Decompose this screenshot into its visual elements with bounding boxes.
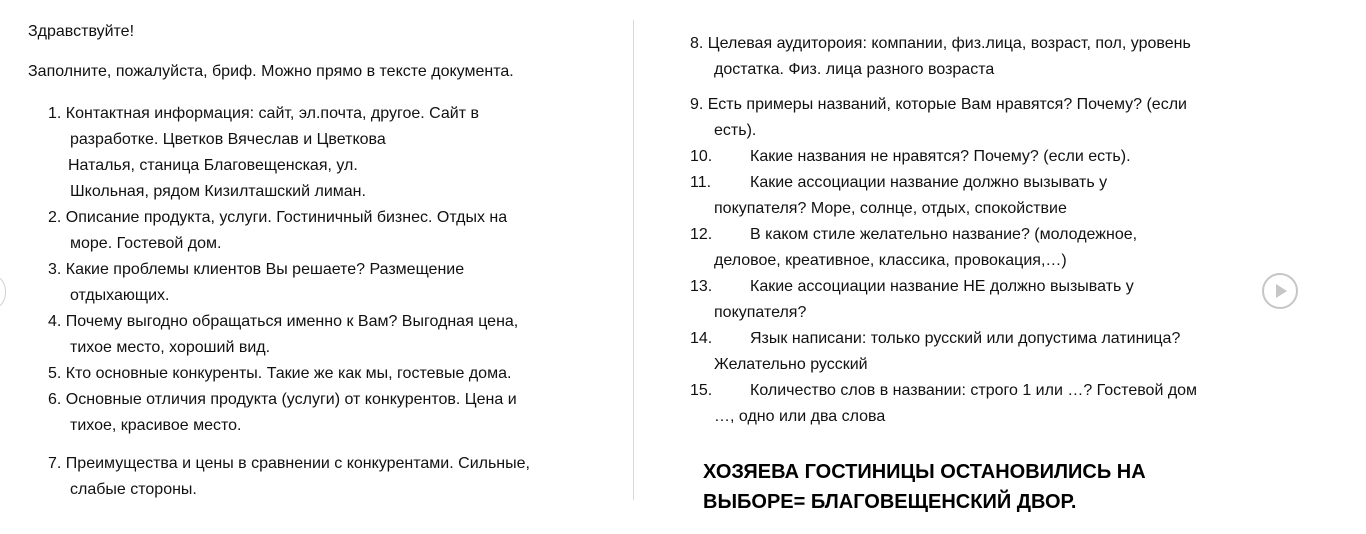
item-text: деловое, креативное, классика, провокация,…) (714, 252, 1067, 269)
final-note-line: ВЫБОРЕ= БЛАГОВЕЩЕНСКИЙ ДВОР. (703, 491, 1077, 513)
item-text: Какие названия не нравятся? Почему? (если есть). (750, 148, 1131, 165)
item-number: 12. (690, 226, 713, 243)
item-text: слабые стороны. (70, 481, 197, 498)
item-text: Контактная информация: сайт, эл.почта, другое. Сайт в (65, 105, 479, 122)
item-number: 15. (690, 382, 713, 399)
item-text: Наталья, станица Благовещенская, ул. (68, 157, 358, 174)
item-text: Преимущества и цены в сравнении с конкурентами. Сильные, (65, 455, 530, 472)
item-text: Желательно русский (714, 356, 868, 373)
item-text: отдыхающих. (70, 287, 170, 304)
play-circle-icon (1264, 275, 1296, 307)
item-text: тихое место, хороший вид. (70, 339, 271, 356)
item-text: тихое, красивое место. (70, 417, 242, 434)
item-text: В каком стиле желательно название? (молодежное, (750, 226, 1138, 243)
item-text: разработке. Цветков Вячеслав и Цветкова (70, 131, 386, 148)
item-text: Количество слов в названии: строго 1 или …? Гостевой дом (750, 382, 1198, 399)
item-text: Есть примеры названий, которые Вам нравятся? Почему? (если (707, 96, 1187, 113)
page-divider (633, 20, 634, 500)
item-number: 11. (690, 174, 712, 191)
item-number: 8. (690, 35, 704, 52)
item-number: 14. (690, 330, 713, 347)
item-number: 2. (48, 209, 62, 226)
item-number: 4. (48, 313, 62, 330)
left-column (0, 0, 632, 534)
item-number: 9. (690, 96, 704, 113)
greeting: Здравствуйте! (28, 23, 135, 40)
item-text: Какие проблемы клиентов Вы решаете? Размещение (65, 261, 465, 278)
item-number: 5. (48, 365, 62, 382)
item-text: Основные отличия продукта (услуги) от конкурентов. Цена и (65, 391, 517, 408)
item-text: Какие ассоциации название НЕ должно вызывать у (750, 278, 1134, 295)
item-text: покупателя? Море, солнце, отдых, спокойствие (714, 200, 1067, 217)
item-text: Какие ассоциации название должно вызывать у (750, 174, 1108, 191)
item-text: Школьная, рядом Кизилташский лиман. (70, 183, 366, 200)
item-number: 3. (48, 261, 62, 278)
item-text: Описание продукта, услуги. Гостиничный бизнес. Отдых на (65, 209, 508, 226)
final-note-line: ХОЗЯЕВА ГОСТИНИЦЫ ОСТАНОВИЛИСЬ НА (703, 461, 1146, 483)
item-text: покупателя? (714, 304, 807, 321)
item-text: Целевая аудитороия: компании, физ.лица, возраст, пол, уровень (707, 35, 1191, 52)
item-text: есть). (714, 122, 757, 139)
right-column (636, 0, 1256, 534)
item-text: Язык написани: только русский или допустима латиница? (750, 330, 1181, 347)
item-text: …, одно или два слова (714, 408, 886, 425)
item-text: достатка. Физ. лица разного возраста (714, 61, 995, 78)
item-text: Кто основные конкуренты. Такие же как мы, гостевые дома. (65, 365, 512, 382)
item-number: 7. (48, 455, 62, 472)
item-text: море. Гостевой дом. (70, 235, 222, 252)
intro-text: Заполните, пожалуйста, бриф. Можно прямо в тексте документа. (28, 63, 514, 80)
item-text: Почему выгодно обращаться именно к Вам? Выгодная цена, (65, 313, 519, 330)
item-number: 13. (690, 278, 713, 295)
next-page-button[interactable] (1262, 273, 1298, 309)
item-number: 1. (48, 105, 62, 122)
item-number: 6. (48, 391, 62, 408)
item-number: 10. (690, 148, 713, 165)
